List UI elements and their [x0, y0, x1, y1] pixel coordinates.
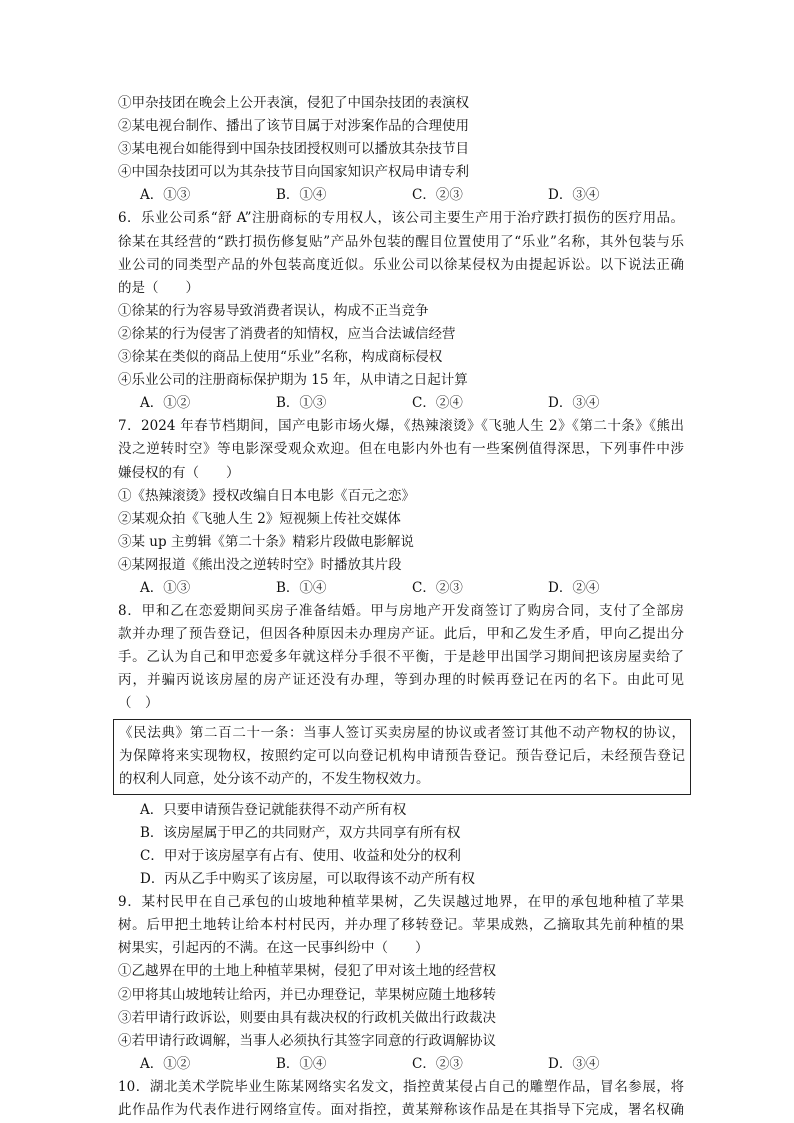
statement: ④乐业公司的注册商标保护期为 15 年，从申请之日起计算 — [118, 372, 468, 389]
option-b: B．①④ — [276, 187, 327, 204]
question-stem-line: 业公司的同类型产品的外包装高度近似。乐业公司以徐某侵权为由提起诉讼。以下说法正确 — [118, 256, 684, 273]
question-stem-line: 7．2024 年春节档期间，国产电影市场火爆，《热辣滚烫》《飞驰人生 2》《第二十条》《熊出 — [118, 418, 684, 435]
option-c: C．②④ — [412, 395, 463, 412]
quote-line: 为保障将来实现物权，按照约定可以向登记机构申请预告登记。预告登记后，未经预告登记 — [119, 747, 685, 764]
option-d: D．②④ — [548, 579, 600, 596]
question-stem-line: 丙，并骗丙说该房屋的房产证还没有办理，等到办理的时候再登记在丙的名下。由此可见 — [118, 672, 684, 689]
question-stem-line: 树果实，引起丙的不满。在这一民事纠纷中（ ） — [118, 940, 429, 957]
question-7 — [118, 415, 684, 600]
option-b: B．①③ — [276, 395, 327, 412]
civil-code-quote-box — [113, 719, 691, 795]
option-c: C．②③ — [412, 187, 463, 204]
option-d: D．③④ — [548, 187, 600, 204]
option-d: D．③④ — [548, 1055, 600, 1072]
question-6 — [118, 207, 684, 415]
statement: ④若甲请行政调解，当事人必须执行其签字同意的行政调解协议 — [118, 1032, 496, 1049]
statement: ①甲杂技团在晚会上公开表演，侵犯了中国杂技团的表演权 — [118, 95, 469, 111]
choice-a: A．只要申请预告登记就能获得不动产所有权 — [140, 801, 407, 818]
answer-options — [118, 392, 684, 415]
statement: ①《热辣滚烫》授权改编自日本电影《百元之恋》 — [118, 487, 415, 504]
question-stem-line: 树。后甲把土地转让给本村村民丙，并办理了移转登记。苹果成熟，乙摘取其先前种植的果 — [118, 917, 684, 934]
question-stem-line: 款并办理了预告登记，但因各种原因未办理房产证。此后，甲和乙发生矛盾，甲向乙提出分 — [118, 626, 684, 643]
answer-options — [118, 1053, 684, 1076]
statement: ③某 up 主剪辑《第二十条》精彩片段做电影解说 — [118, 533, 414, 550]
option-b: B．①④ — [276, 579, 327, 596]
choice-c: C．甲对于该房屋享有占有、使用、收益和处分的权利 — [140, 848, 461, 864]
question-stem-line: 徐某在其经营的“跌打损伤修复贴”产品外包装的醒目位置使用了“乐业”名称，其外包装与乐 — [118, 233, 684, 250]
statement: ③某电视台如能得到中国杂技团授权则可以播放其杂技节目 — [118, 141, 469, 158]
question-8 — [118, 600, 684, 891]
choice-b: B．该房屋属于甲乙的共同财产，双方共同享有所有权 — [140, 824, 461, 841]
statement: ②某观众拍《飞驰人生 2》短视频上传社交媒体 — [118, 510, 401, 527]
option-a: A．①② — [140, 395, 191, 412]
option-a: A．①② — [140, 1055, 191, 1072]
option-c: C．②③ — [412, 1055, 463, 1072]
question-stem-line: 嫌侵权的有（ ） — [118, 464, 240, 481]
question-stem-line: 6．乐业公司系“舒 A”注册商标的专用权人，该公司主要生产用于治疗跌打损伤的医疗用品。 — [118, 210, 684, 227]
question-5 — [118, 92, 684, 207]
question-stem-line: （ ） — [118, 695, 159, 712]
statement: ①徐某的行为容易导致消费者误认，构成不正当竞争 — [118, 302, 429, 319]
question-9 — [118, 891, 684, 1076]
question-10 — [118, 1076, 684, 1122]
statement: ②甲将其山坡地转让给丙，并已办理登记，苹果树应随土地移转 — [118, 986, 496, 1003]
option-c: C．②③ — [412, 579, 463, 596]
question-stem-line: 10．湖北美术学院毕业生陈某网络实名发文，指控黄某侵占自己的雕塑作品，冒名参展，将 — [118, 1078, 684, 1095]
question-stem-line: 没之逆转时空》等电影深受观众欢迎。但在电影内外也有一些案例值得深思，下列事件中涉 — [118, 441, 684, 458]
quote-line: 《民法典》第二百二十一条：当事人签订买卖房屋的协议或者签订其他不动产物权的协议， — [119, 724, 685, 741]
choice-d: D．丙从乙手中购买了该房屋，可以取得该不动产所有权 — [140, 871, 475, 888]
question-stem-line: 8．甲和乙在恋爱期间买房子准备结婚。甲与房地产开发商签订了购房合同，支付了全部房 — [118, 603, 684, 620]
statement: ④某网报道《熊出没之逆转时空》时播放其片段 — [118, 556, 402, 573]
statement: ④中国杂技团可以为其杂技节目向国家知识产权局申请专利 — [118, 164, 469, 181]
question-stem-line: 的是（ ） — [118, 279, 199, 296]
option-d: D．③④ — [548, 395, 600, 412]
answer-options — [118, 184, 684, 207]
statement: ②徐某的行为侵害了消费者的知情权，应当合法诚信经营 — [118, 325, 456, 342]
option-a: A．①③ — [140, 579, 191, 596]
statement: ①乙越界在甲的土地上种植苹果树，侵犯了甲对该土地的经营权 — [118, 963, 496, 980]
exam-page — [118, 92, 684, 1122]
answer-options — [118, 577, 684, 600]
option-a: A．①③ — [140, 187, 191, 204]
question-stem-line: 手。乙认为自己和甲恋爱多年就这样分手很不平衡，于是趁甲出国学习期间把该房屋卖给了 — [118, 649, 684, 666]
option-b: B．①④ — [276, 1055, 327, 1072]
statement: ③若甲请行政诉讼，则要由具有裁决权的行政机关做出行政裁决 — [118, 1009, 496, 1026]
statement: ②某电视台制作、播出了该节目属于对涉案作品的合理使用 — [118, 118, 469, 135]
question-stem-line: 9．某村民甲在自己承包的山坡地种植苹果树，乙失误越过地界，在甲的承包地种植了苹果 — [118, 894, 684, 911]
quote-line: 的权利人同意，处分该不动产的，不发生物权效力。 — [119, 770, 430, 787]
question-stem-line: 此作品作为代表作进行网络宣传。面对指控，黄某辩称该作品是在其指导下完成，署名权确 — [118, 1102, 684, 1119]
statement: ③徐某在类似的商品上使用“乐业”名称，构成商标侵权 — [118, 349, 443, 366]
